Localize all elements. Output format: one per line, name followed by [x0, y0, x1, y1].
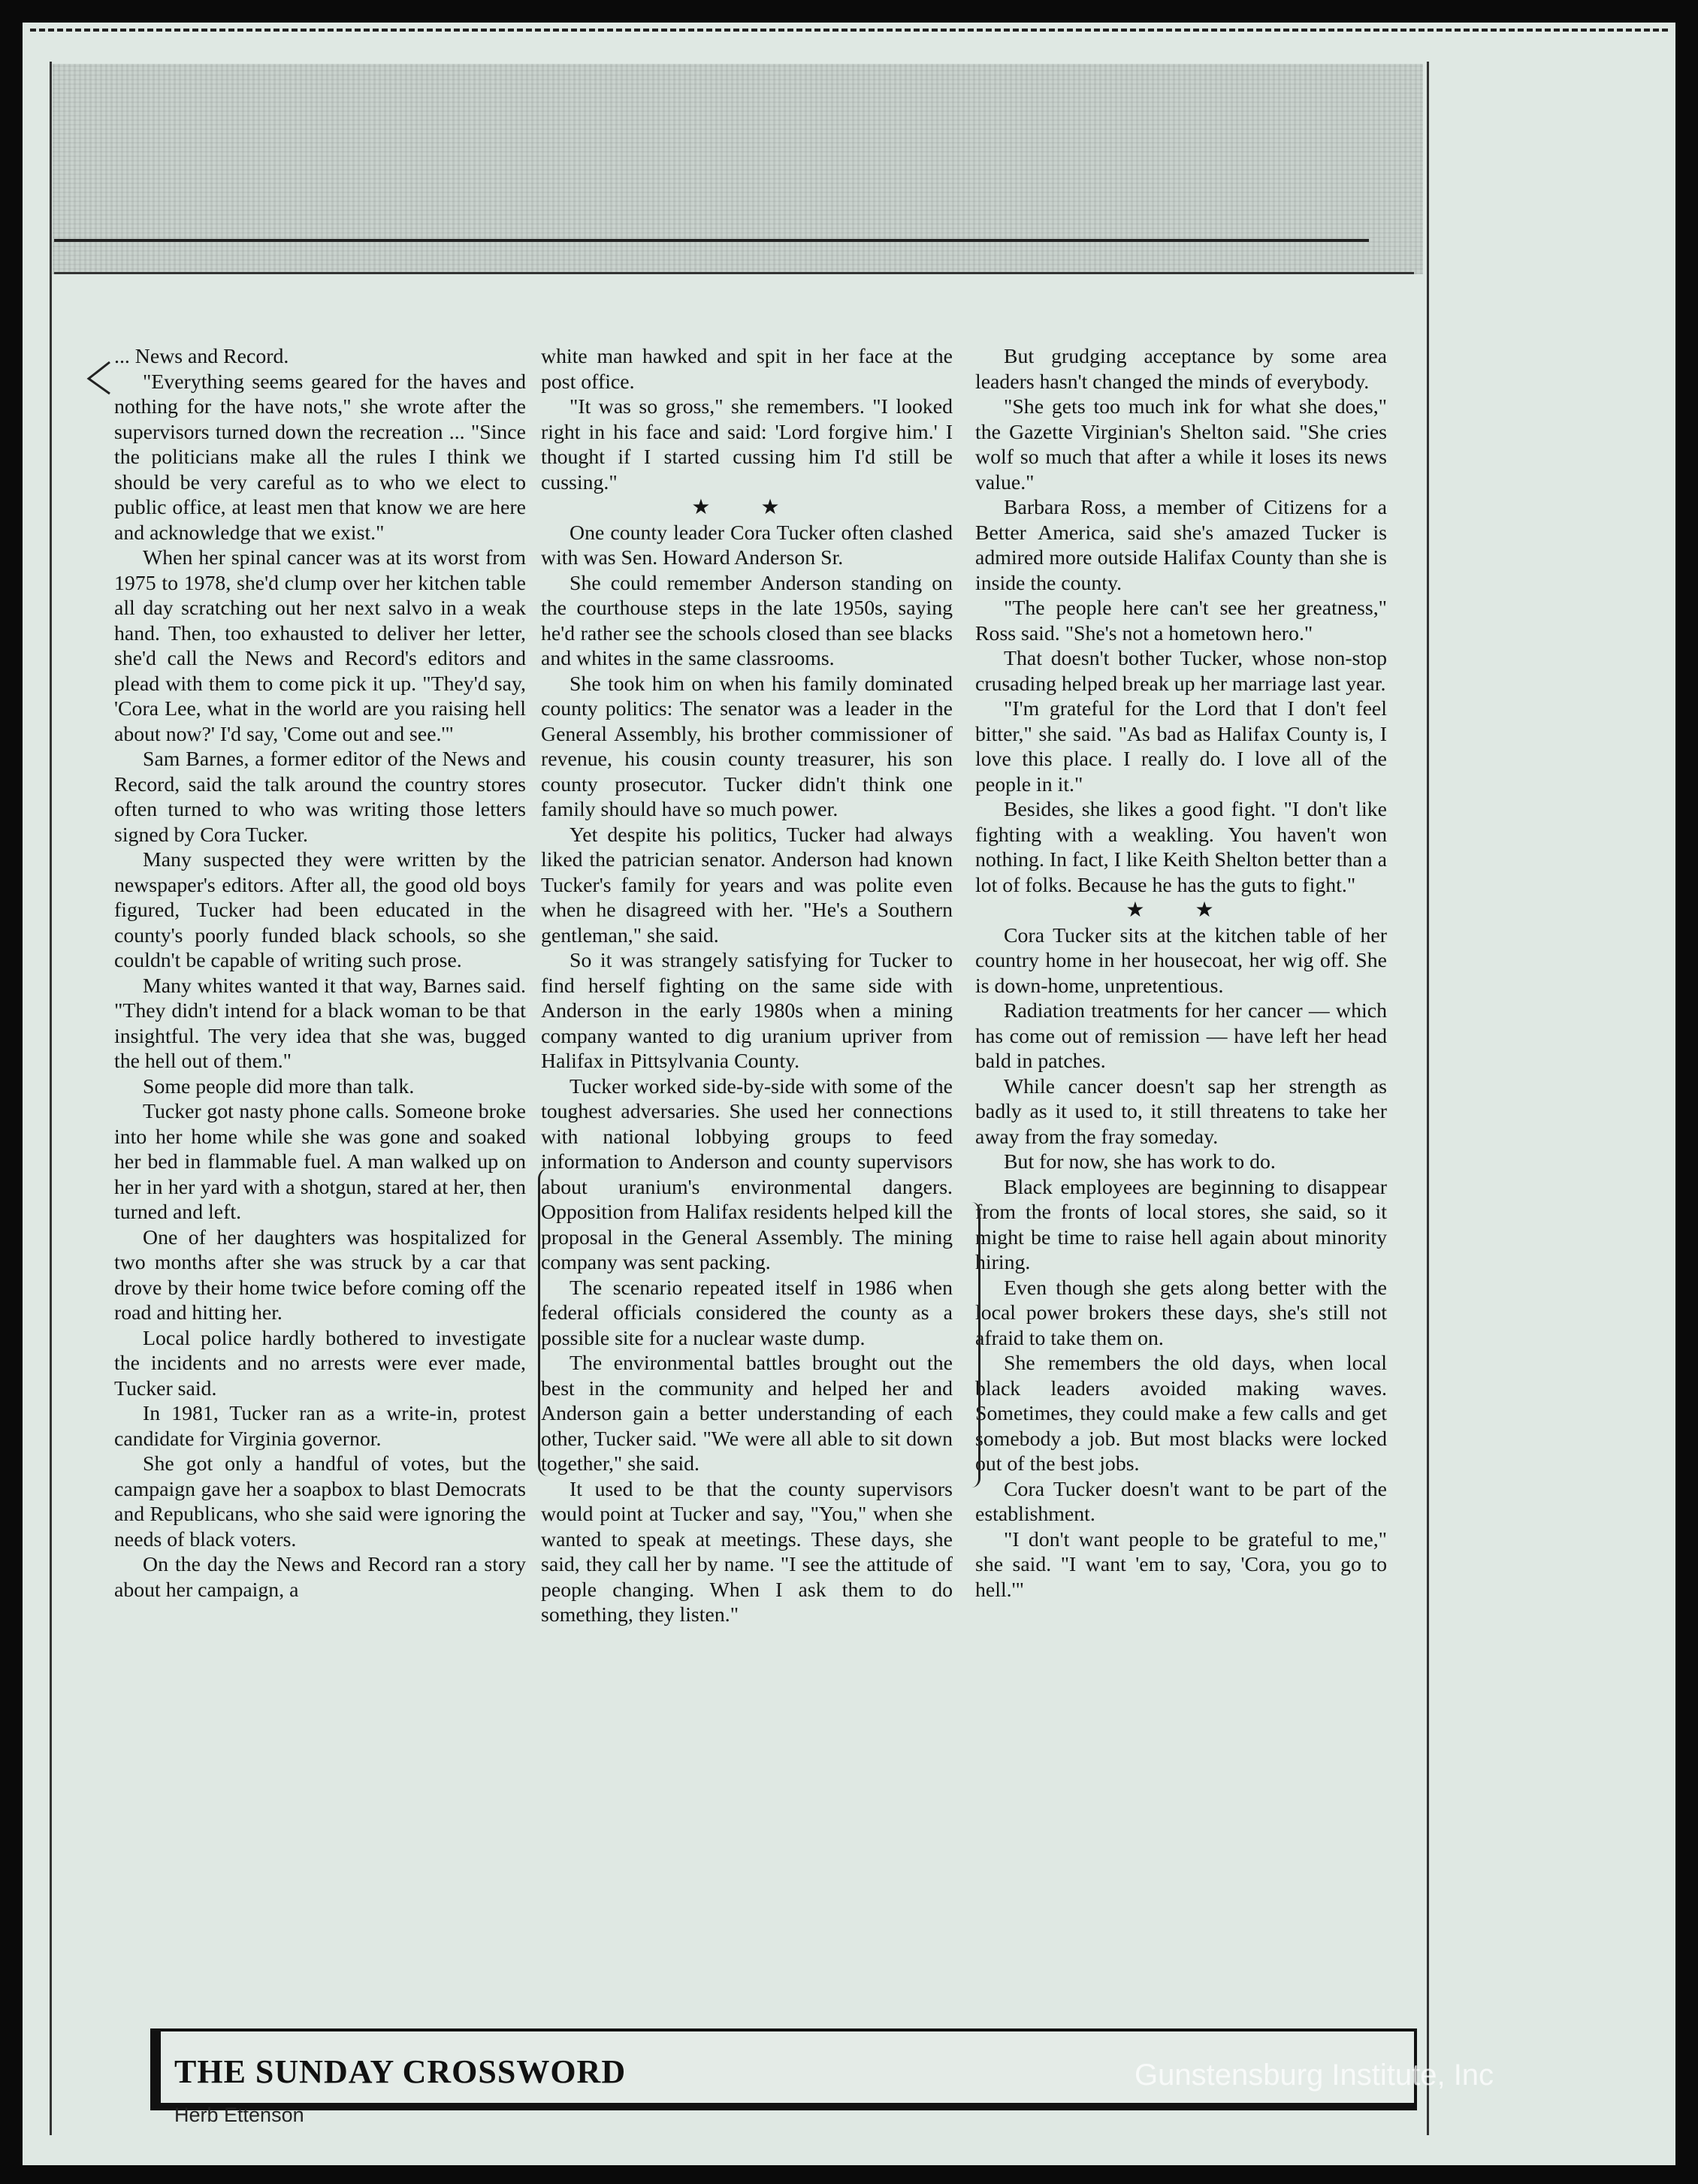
- article-paragraph: "She gets too much ink for what she does," the Gazette Virginian's Shelton said. "She cries wolf so much that after a while it loses its news value.": [975, 395, 1387, 494]
- article-paragraph: But for now, she has work to do.: [1004, 1150, 1276, 1174]
- article-paragraph: While cancer doesn't sap her strength as badly as it used to, it still threatens to take her away from the fray someday.: [975, 1074, 1387, 1149]
- article-paragraph: Radiation treatments for her cancer — which has come out of remission — have left her head bald in patches.: [975, 999, 1387, 1073]
- article-paragraph: Tucker got nasty phone calls. Someone broke into her home while she was gone and soaked her bed in flammable fuel. A man walked up on her in her yard with a shotgun, stared at her, then turned and left.: [114, 1100, 526, 1224]
- crossword-title: THE SUNDAY CROSSWORD: [174, 2053, 627, 2090]
- article-paragraph: Sam Barnes, a former editor of the News and Record, said the talk around the country stores often turned to who was writing those letters signed by Cora Tucker.: [114, 748, 526, 847]
- article-paragraph: "Everything seems geared for the haves and nothing for the have nots," she wrote after the supervisors turned down the recreation ... "Since the politicians make all the rules I think we should be very careful as to who we elect to public office, at least men that know we are here and acknowledge that we exist.": [114, 370, 526, 545]
- article-paragraph: In 1981, Tucker ran as a write-in, protest candidate for Virginia governor.: [114, 1402, 526, 1451]
- article-paragraph: So it was strangely satisfying for Tucker to find herself fighting on the same side with Anderson in the early 1980s when a mining company wanted to dig uranium upriver from Halifax in Pittsylvania County.: [541, 949, 953, 1073]
- article-paragraph: Black employees are beginning to disappear from the fronts of local stores, she said, so it might be time to raise hell again about minority hiring.: [975, 1175, 1387, 1274]
- header-rule: [54, 239, 1369, 242]
- article-paragraph: But grudging acceptance by some area leaders hasn't changed the minds of everybody.: [975, 345, 1387, 394]
- column-top-rule: [54, 272, 1414, 274]
- article-paragraph: Cora Tucker doesn't want to be part of the establishment.: [975, 1477, 1387, 1526]
- handwritten-bracket-left: [538, 1168, 554, 1476]
- section-break-stars: ★ ★: [1125, 899, 1237, 922]
- article-paragraph: That doesn't bother Tucker, whose non-stop crusading helped break up her marriage last year.: [975, 647, 1387, 696]
- section-break-stars: ★ ★: [691, 496, 802, 519]
- margin-arrow-mark: [84, 359, 111, 397]
- article-paragraph: Many suspected they were written by the newspaper's editors. After all, the good old boys figured, Tucker had been educated in the county's poorly funded black schools, so she couldn't be capable of writing such prose.: [114, 848, 526, 972]
- article-paragraph: "It was so gross," she remembers. "I looked right in his face and said: 'Lord forgive him.' I thought if I started cussing him I'd still be cussing.": [541, 395, 953, 494]
- article-paragraph: She got only a handful of votes, but the campaign gave her a soapbox to blast Democrats and Republicans, who she said were ignoring the needs of black voters.: [114, 1452, 526, 1551]
- article-paragraph: "I'm grateful for the Lord that I don't feel bitter," she said. "As bad as Halifax County is, I love this place. I really do. I love all of the people in it.": [975, 697, 1387, 796]
- crossword-byline: Herb Ettenson: [174, 2104, 304, 2126]
- article-paragraph: One of her daughters was hospitalized for two months after she was struck by a car that drove by their home twice before coming off the road and hitting her.: [114, 1225, 526, 1325]
- article-paragraph: "The people here can't see her greatness," Ross said. "She's not a hometown hero.": [975, 597, 1387, 645]
- article-paragraph: The environmental battles brought out the best in the community and helped her and Anderson gain a better understanding of each other, Tucker said. "We were all able to sit down together," she said.: [541, 1352, 953, 1476]
- photocopy-noise-header: [53, 64, 1423, 274]
- article-paragraph: Some people did more than talk.: [143, 1074, 415, 1098]
- article-paragraph: Tucker worked side-by-side with some of the toughest adversaries. She used her connections with national lobbying groups to feed information to Anderson and county supervisors about uranium's environmental dangers. Opposition from Halifax residents helped kill the proposal in the General Assembly. The mining company was sent packing.: [541, 1074, 953, 1274]
- article-paragraph: She remembers the old days, when local black leaders avoided making waves. Sometimes, they could make a few calls and get somebody a job. But most blacks were locked out of the best jobs.: [975, 1352, 1387, 1476]
- article-paragraph: Besides, she likes a good fight. "I don't like fighting with a weakling. You haven't won nothing. In fact, I like Keith Shelton better than a lot of folks. Because he has the guts to fight.": [975, 798, 1387, 897]
- article-paragraph: Barbara Ross, a member of Citizens for a Better America, said she's amazed Tucker is admired more outside Halifax County than she is inside the county.: [975, 496, 1387, 595]
- article-paragraph: Local police hardly bothered to investigate the incidents and no arrests were ever made, Tucker said.: [114, 1326, 526, 1400]
- article-paragraph: "I don't want people to be grateful to me," she said. "I want 'em to say, 'Cora, you go to hell.'": [975, 1527, 1387, 1602]
- article-column-2: [541, 344, 953, 1628]
- article-paragraph: When her spinal cancer was at its worst from 1975 to 1978, she'd clump over her kitchen table all day scratching out her next salvo in a weak hand. Then, too exhausted to deliver her letter, she'd call the News and Record's editors and plead with them to come pick it up. "They'd say, 'Cora Lee, what in the world are you raising hell about now?' I'd say, 'Come out and see.'": [114, 546, 526, 746]
- article-paragraph: Many whites wanted it that way, Barnes said. "They didn't intend for a black woman to be that insightful. The very idea that she was, bugged the hell out of them.": [114, 974, 526, 1073]
- article-paragraph: She could remember Anderson standing on the courthouse steps in the late 1950s, saying he'd rather see the schools closed than see blacks and whites in the same classrooms.: [541, 571, 953, 670]
- article-paragraph: On the day the News and Record ran a story about her campaign, a: [114, 1553, 526, 1602]
- article-paragraph: She took him on when his family dominated county politics: The senator was a leader in the General Assembly, his brother commissioner of revenue, his cousin county treasurer, his son county prosecutor. Tucker didn't think one family should have so much power.: [541, 672, 953, 821]
- article-column-3: [975, 344, 1387, 1603]
- handwritten-bracket-right: [968, 1202, 980, 1488]
- article-paragraph: white man hawked and spit in her face at the post office.: [541, 345, 953, 394]
- article-paragraph: One county leader Cora Tucker often clashed with was Sen. Howard Anderson Sr.: [541, 521, 953, 569]
- article-paragraph: Yet despite his politics, Tucker had always liked the patrician senator. Anderson had known Tucker's family for years and was polite even when he disagreed with her. "He's a Southern gentleman," she said.: [541, 823, 953, 947]
- article-paragraph: It used to be that the county supervisors would point at Tucker and say, "You," when she wanted to speak at meetings. These days, she said, they call her by name. "I see the attitude of people changing. When I ask them to do something, they listen.": [541, 1477, 953, 1627]
- article-column-1: [114, 344, 526, 1603]
- article-paragraph: Cora Tucker sits at the kitchen table of her country home in her housecoat, her wig off. She is down-home, unpretentious.: [975, 923, 1387, 998]
- article-paragraph: Even though she gets along better with the local power brokers these days, she's still not afraid to take them on.: [975, 1276, 1387, 1350]
- top-dashed-edge: [30, 29, 1668, 32]
- article-paragraph: The scenario repeated itself in 1986 when federal officials considered the county as a possible site for a nuclear waste dump.: [541, 1276, 953, 1350]
- article-paragraph: ... News and Record.: [114, 345, 289, 368]
- watermark: Gunstensburg Institute, Inc: [1135, 2059, 1494, 2092]
